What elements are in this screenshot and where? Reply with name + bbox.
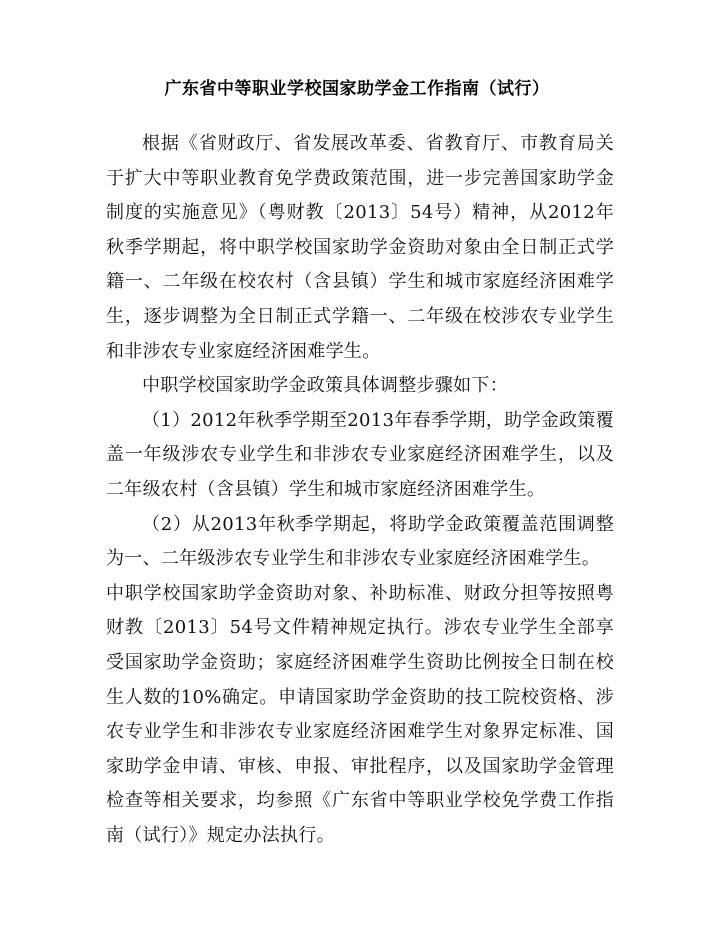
paragraph-implementation: 中职学校国家助学金资助对象、补助标准、财政分担等按照粤财教〔2013〕54号文件精神规定执行。涉农专业学生全部享受国家助学金资助；家庭经济困难学生资助比例按全日制在校生人数的10%确定。申请国家助学金资助的技工院校资格、涉农专业学生和非涉农专业家庭经济困难学生对象界定标准、国家助学金申请、审核、申报、审批程序，以及国家助学金管理检查等相关要求，均参照《广东省中等职业学校免学费工作指南（试行）》规定办法执行。 bbox=[106, 582, 614, 846]
paragraph-intro: 根据《省财政厅、省发展改革委、省教育厅、市教育局关于扩大中等职业教育免学费政策范围，进一步完善国家助学金制度的实施意见》（粤财教〔2013〕54号）精神，从2012年秋季学期起，将中职学校国家助学金资助对象由全日制正式学籍一、二年级在校农村（含县镇）学生和城市家庭经济困难学生，逐步调整为全日制正式学籍一、二年级在校涉农专业学生和非涉农专业家庭经济困难学生。 bbox=[106, 133, 614, 362]
document-body bbox=[106, 127, 614, 853]
document-title: 广东省中等职业学校国家助学金工作指南（试行） bbox=[164, 79, 550, 99]
paragraph-step-2: （2）从2013年秋季学期起，将助学金政策覆盖范围调整为一、二年级涉农专业学生和非涉农专业家庭经济困难学生。 bbox=[106, 513, 614, 570]
paragraph-step-1: （1）2012年秋季学期至2013年春季学期，助学金政策覆盖一年级涉农专业学生和非涉农专业家庭经济困难学生，以及二年级农村（含县镇）学生和城市家庭经济困难学生。 bbox=[106, 409, 614, 500]
paragraph-steps-heading: 中职学校国家助学金政策具体调整步骤如下： bbox=[142, 375, 508, 397]
